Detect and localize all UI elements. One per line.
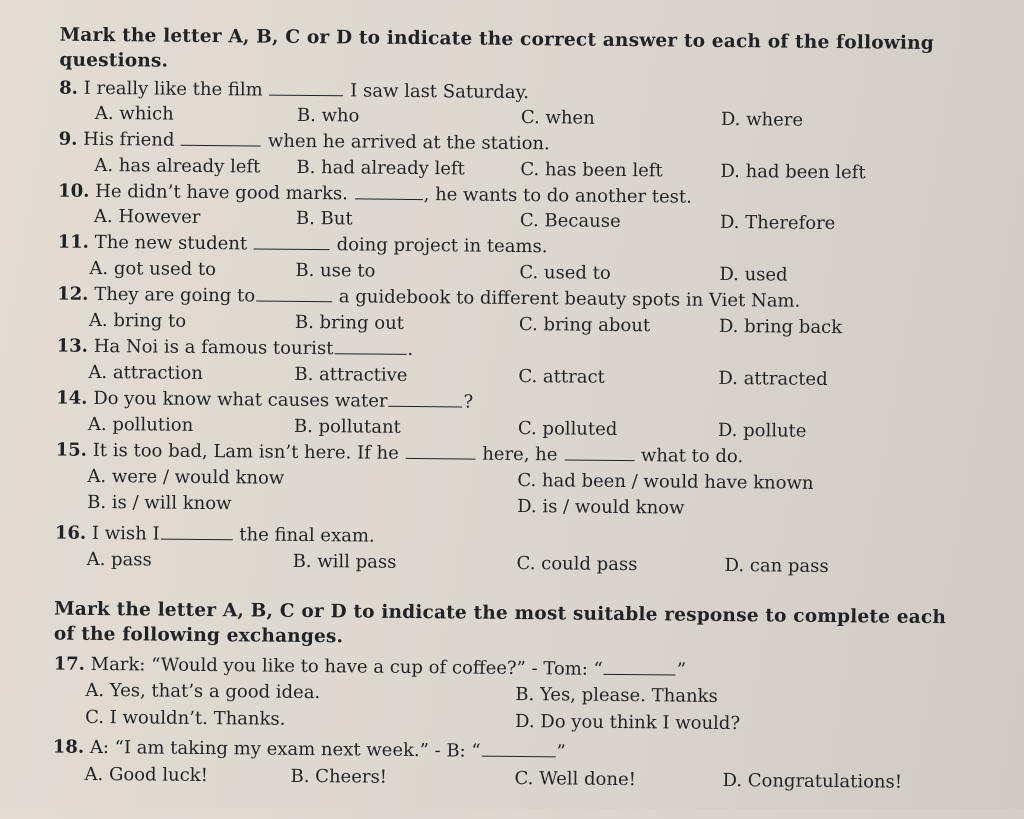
option-a: A. Good luck!: [84, 763, 208, 787]
answer-blank: [604, 658, 676, 676]
question-number: 16.: [54, 522, 87, 544]
option-b: B. bring out: [294, 311, 405, 334]
question-text: His friend: [83, 128, 175, 151]
question-text: what to do.: [640, 445, 744, 468]
answer-blank: [334, 337, 406, 355]
answer-blank: [161, 523, 233, 541]
question-number: 9.: [58, 128, 78, 150]
question-number: 13.: [56, 335, 89, 357]
question-number: 15.: [55, 439, 88, 461]
question-text: .: [407, 338, 414, 360]
question-text: a guidebook to different beauty spots in Viet Nam.: [338, 286, 801, 312]
option-a: A. pollution: [87, 413, 194, 436]
answer-blank: [355, 182, 423, 200]
question-number: 10.: [58, 180, 90, 202]
option-c: C. attract: [518, 365, 605, 388]
question-number: 18.: [52, 736, 85, 758]
question-11: [58, 231, 548, 260]
option-b: B. But: [295, 207, 353, 230]
question-text: Mark: “Would you like to have a cup of coffee?” - Tom: “: [90, 653, 603, 680]
question-text: Ha Noi is a famous tourist: [93, 335, 334, 360]
option-d: D. used: [719, 263, 788, 286]
option-b: B. who: [296, 104, 360, 127]
question-number: 14.: [56, 387, 88, 409]
option-b: B. attractive: [294, 363, 408, 386]
option-d: D. had been left: [720, 160, 866, 184]
question-text: They are going to: [94, 283, 256, 307]
option-a: A. bring to: [88, 309, 187, 332]
question-text: I wish I: [91, 522, 160, 545]
option-d: D. Therefore: [719, 211, 836, 235]
option-b: B. use to: [295, 259, 376, 282]
option-a: A. got used to: [89, 257, 217, 281]
option-a: A. attraction: [88, 361, 204, 384]
option-b: B. pollutant: [293, 415, 401, 438]
question-16: [55, 522, 375, 549]
question-number: 12.: [57, 283, 89, 305]
option-d: D. bring back: [718, 315, 843, 339]
option-d: D. pollute: [717, 419, 807, 442]
question-9: [59, 128, 550, 157]
option-b: B. Cheers!: [290, 765, 388, 788]
option-a: A. Yes, that’s a good idea.: [85, 679, 321, 704]
option-d: D. Congratulations!: [722, 769, 903, 793]
option-a: A. were / would know: [87, 465, 285, 489]
option-c: C. bring about: [518, 313, 651, 337]
question-number: 8.: [59, 77, 79, 99]
question-text: the final exam.: [239, 524, 375, 547]
question-8: [59, 77, 529, 106]
question-17: [54, 653, 687, 683]
question-text: I really like the film: [83, 77, 263, 101]
answer-blank: [254, 232, 330, 250]
answer-blank: [482, 740, 556, 758]
question-13: [57, 335, 414, 362]
answer-blank: [269, 79, 343, 97]
option-d: D. Do you think I would?: [514, 710, 741, 735]
option-b: B. is / will know: [87, 491, 232, 515]
option-c: C. had been / would have known: [517, 469, 814, 494]
question-text: The new student: [94, 231, 248, 255]
option-c: C. could pass: [516, 552, 638, 576]
question-number: 11.: [57, 231, 90, 253]
question-text: I saw last Saturday.: [350, 80, 530, 104]
option-b: B. Yes, please. Thanks: [515, 683, 718, 707]
answer-blank: [181, 129, 261, 147]
option-c: C. has been left: [520, 159, 663, 182]
option-a: A. which: [94, 102, 174, 125]
question-number: 17.: [53, 653, 86, 675]
option-a: A. However: [93, 205, 201, 228]
option-c: C. polluted: [517, 417, 618, 440]
option-c: C. I wouldn’t. Thanks.: [85, 706, 286, 730]
question-text: Do you know what causes water: [93, 387, 388, 412]
question-text: when he arrived at the station.: [267, 130, 550, 155]
question-text: ?: [463, 391, 474, 413]
option-c: C. Because: [519, 210, 621, 232]
answer-blank: [256, 284, 332, 302]
option-b: B. will pass: [292, 550, 397, 573]
answer-blank: [405, 442, 475, 460]
question-text: , he wants to do another test.: [423, 184, 693, 208]
question-18: [53, 736, 566, 765]
question-text: It is too bad, Lam isn’t here. If he: [92, 439, 399, 464]
question-text: doing project in teams.: [336, 234, 548, 258]
option-c: C. Well done!: [514, 767, 636, 791]
section-instruction-1: Mark the letter A, B, C or D to indicate the correct answer to each of the following questions.: [59, 24, 935, 72]
question-14: [56, 387, 473, 415]
question-text: ”: [556, 741, 566, 763]
question-text: here, he: [482, 443, 558, 466]
option-d: D. can pass: [724, 554, 829, 577]
question-text: A: “I am taking my exam next week.” - B: “: [89, 736, 481, 762]
option-b: B. had already left: [296, 156, 465, 180]
option-a: A. has already left: [94, 154, 261, 178]
option-c: C. used to: [519, 261, 611, 284]
answer-blank: [564, 443, 634, 461]
option-d: D. is / would know: [517, 495, 685, 519]
answer-blank: [389, 390, 463, 408]
question-text: ”: [676, 659, 687, 681]
option-d: D. attracted: [718, 367, 828, 390]
option-c: C. when: [520, 107, 595, 129]
question-text: He didn’t have good marks.: [95, 180, 349, 205]
section-instruction-2: Mark the letter A, B, C or D to indicate the most suitable response to complete each of the following exchanges.: [53, 598, 947, 648]
option-a: A. pass: [86, 548, 152, 571]
option-d: D. where: [720, 108, 804, 131]
